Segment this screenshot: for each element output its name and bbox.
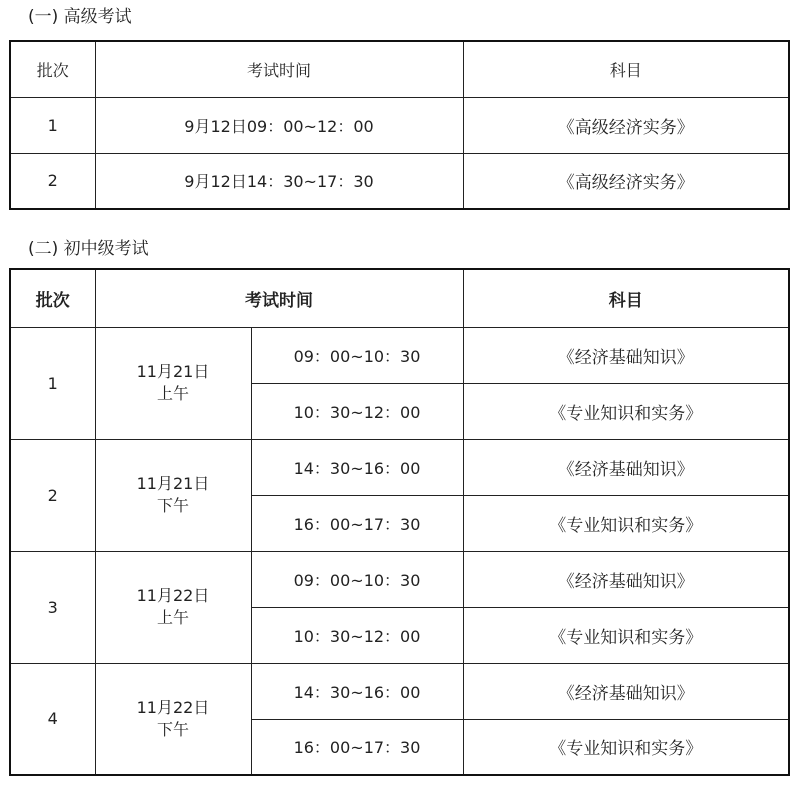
exam-time-cell: 09：00~10：30 bbox=[251, 327, 463, 383]
header-exam-time: 考试时间 bbox=[95, 41, 463, 97]
exam-date-cell bbox=[95, 663, 251, 775]
table-row bbox=[10, 551, 789, 607]
batch-cell: 2 bbox=[10, 153, 95, 209]
junior-exam-section-title: (二) 初中级考试 bbox=[28, 239, 149, 259]
batch-cell: 1 bbox=[10, 97, 95, 153]
header-subject: 科目 bbox=[463, 269, 789, 327]
exam-time-cell: 10：30~12：00 bbox=[251, 383, 463, 439]
header-batch: 批次 bbox=[10, 41, 95, 97]
batch-cell: 3 bbox=[10, 551, 95, 663]
exam-time-cell: 14：30~16：00 bbox=[251, 663, 463, 719]
subject-cell: 《经济基础知识》 bbox=[463, 663, 789, 719]
exam-date-cell bbox=[95, 551, 251, 663]
header-batch: 批次 bbox=[10, 269, 95, 327]
subject-cell: 《经济基础知识》 bbox=[463, 327, 789, 383]
subject-cell: 《高级经济实务》 bbox=[463, 97, 789, 153]
senior-exam-table bbox=[9, 40, 790, 210]
subject-cell: 《专业知识和实务》 bbox=[463, 719, 789, 775]
exam-date-cell bbox=[95, 439, 251, 551]
exam-period: 下午 bbox=[156, 496, 189, 515]
subject-cell: 《专业知识和实务》 bbox=[463, 495, 789, 551]
subject-cell: 《专业知识和实务》 bbox=[463, 383, 789, 439]
exam-time-cell: 09：00~10：30 bbox=[251, 551, 463, 607]
subject-cell: 《经济基础知识》 bbox=[463, 551, 789, 607]
exam-date: 11月21日 bbox=[136, 362, 210, 381]
junior-exam-table bbox=[9, 268, 790, 776]
exam-time-cell: 9月12日14：30~17：30 bbox=[95, 153, 463, 209]
exam-date: 11月22日 bbox=[136, 697, 210, 717]
subject-cell: 《高级经济实务》 bbox=[463, 153, 789, 209]
senior-exam-section-title: (一) 高级考试 bbox=[28, 7, 132, 27]
table-row bbox=[10, 97, 789, 153]
exam-date-cell bbox=[95, 327, 251, 439]
header-subject: 科目 bbox=[463, 41, 789, 97]
exam-period: 上午 bbox=[156, 384, 189, 403]
table-header-row bbox=[10, 269, 789, 327]
exam-date: 11月21日 bbox=[136, 474, 210, 493]
batch-cell: 1 bbox=[10, 327, 95, 439]
table-row bbox=[10, 663, 789, 719]
table-row bbox=[10, 327, 789, 383]
batch-cell: 2 bbox=[10, 439, 95, 551]
exam-period: 下午 bbox=[156, 719, 189, 739]
exam-time-cell: 9月12日09：00~12：00 bbox=[95, 97, 463, 153]
exam-date: 11月22日 bbox=[136, 586, 210, 605]
table-row bbox=[10, 153, 789, 209]
header-exam-time: 考试时间 bbox=[95, 269, 463, 327]
table-header-row bbox=[10, 41, 789, 97]
exam-time-cell: 16：00~17：30 bbox=[251, 495, 463, 551]
subject-cell: 《专业知识和实务》 bbox=[463, 607, 789, 663]
table-row bbox=[10, 439, 789, 495]
exam-time-cell: 16：00~17：30 bbox=[251, 719, 463, 775]
subject-cell: 《经济基础知识》 bbox=[463, 439, 789, 495]
exam-period: 上午 bbox=[156, 608, 189, 627]
exam-time-cell: 14：30~16：00 bbox=[251, 439, 463, 495]
batch-cell: 4 bbox=[10, 663, 95, 775]
exam-time-cell: 10：30~12：00 bbox=[251, 607, 463, 663]
